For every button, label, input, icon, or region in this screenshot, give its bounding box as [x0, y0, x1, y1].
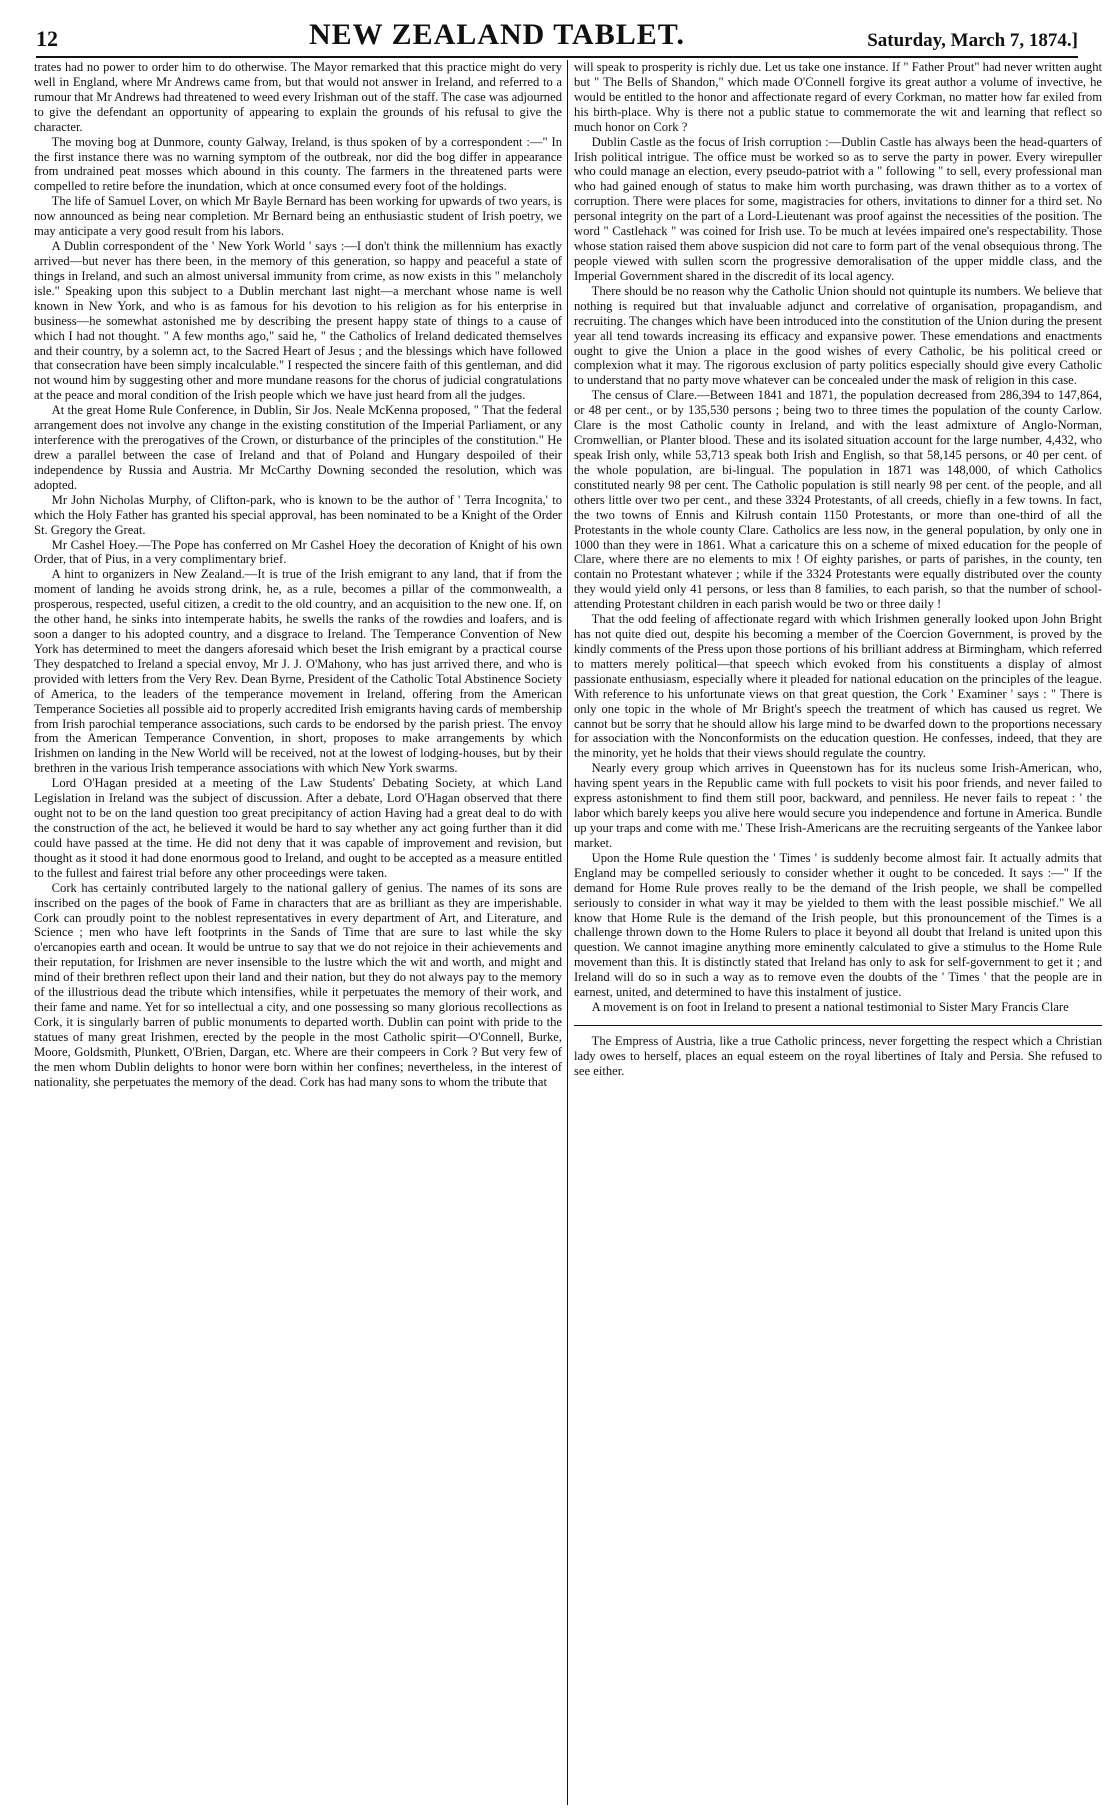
article-paragraph: Mr John Nicholas Murphy, of Clifton-park, who is known to be the author of ' Terra Incognita,' to which the Holy Father has granted his special approval, has been nominated to be a Knight of the Order St. Gregory the Great.	[34, 492, 562, 537]
article-paragraph: There should be no reason why the Catholic Union should not quintuple its numbers. We believe that nothing is required but that invaluable adjunct and correlative of organisation, propagandism, and recruiting. The changes which have been introduced into the constitution of the Union during the present year all tend towards increasing its efficacy and expansive power. These emendations and enactments ought to give the Union a place in the good wishes of every Catholic, be his political creed or complexion what it may. The rigorous exclusion of party politics especially should give every Catholic to understand that no party move whatever can be concealed under the mask of religion in this case.	[574, 283, 1102, 388]
article-paragraph: A movement is on foot in Ireland to present a national testimonial to Sister Mary Francis Clare	[591, 1000, 1069, 1015]
article-paragraph: The life of Samuel Lover, on which Mr Bayle Bernard has been working for upwards of two years, is now announced as being near completion. Mr Bernard being an enthusiastic student of Irish poetry, we may anticipate a very good result from his labors.	[34, 194, 562, 239]
article-paragraph: will speak to prosperity is richly due. Let us take one instance. If " Father Prout" had never written aught but " The Bells of Shandon," which made O'Connell forgive its great author a volume of invective, he would be entitled to the honor and affectionate regard of every Corkman, no matter how far exiled from his birth-place. Why is there not a public statue to commemorate the wit and learning that reflect so much honor on Cork ?	[574, 60, 1102, 134]
left-column	[34, 60, 562, 1805]
issue-date: Saturday, March 7, 1874.]	[867, 30, 1078, 51]
article-paragraph: Upon the Home Rule question the ' Times ' is suddenly become almost fair. It actually admits that England may be compelled seriously to consider whether it ought to be conceded. It says :—" If the demand for Home Rule proves really to be the demand of the Irish people, we shall be compelled seriously to consider in what way it may be yielded to them with the least possible mischief." We all know that Home Rule is the demand of the Irish people, but this pronouncement of the Times is a challenge thrown down to the Home Rulers to place it beyond all doubt that Ireland is united upon this question. We cannot imagine anything more eminently calculated to give a stimulus to the Home Rule movement than this. It is distinctly stated that Ireland has only to ask for self-government to get it ; and Ireland will do so in such a way as to remove even the doubts of the ' Times ' that the people are in earnest, united, and determined to have this instalment of justice.	[574, 850, 1102, 1000]
article-paragraph: Mr Cashel Hoey.—The Pope has conferred on Mr Cashel Hoey the decoration of Knight of his own Order, that of Pius, in a very complimentary brief.	[34, 537, 562, 567]
article-paragraph: The census of Clare.—Between 1841 and 1871, the population decreased from 286,394 to 147,864, or 48 per cent., or by 135,530 persons ; being two to three times the population of the county Carlow. Clare is the most Catholic county in Ireland, and with the least admixture of Anglo-Norman, Cromwellian, or Planter blood. These and its isolated situation account for the large number, 4,432, who speak Irish only, while 53,713 speak both Irish and English, so that 58,145 persons, or 40 per cent. of the whole population, are bi-lingual. The population in 1871 was 148,000, of which Catholics constituted nearly 98 per cent. The Catholic population is still nearly 98 per cent. of the people, and all others little over two per cent., and these 3324 Protestants, of all creeds, chiefly in a few towns. In fact, the two towns of Ennis and Kilrush contain 1150 Protestants, or more than one-third of all the Protestants in the whole county Clare. Catholics are less now, in the general population, by only one in 1000 than they were in 1861. What a caricature this on a scheme of mixed education for the people of Clare, where there are no elements to mix ! Of eighty parishes, or parts of parishes, in the county, ten contain no Protestant whatever ; while if the 3324 Protestants were equally distributed over the county they would yield only 41 persons, or less than 8 families, to each parish, so that the number of school-attending Protestant children in each parish would be two or three daily !	[574, 388, 1102, 612]
article-paragraph: Dublin Castle as the focus of Irish corruption :—Dublin Castle has always been the head-quarters of Irish political intrigue. The office must be worked so as to serve the party in power. Every wirepuller who could manage an election, every pseudo-patriot with a " following " to sell, every professional man who had gained enough of status to make him worth purchasing, was drawn thither as to a vortex of corruption. There were places for some, magistracies for others, invitations to dinner for a third set. No personal integrity on the part of a Lord-Lieutenant was proof against the necessities of the position. The word " Castlehack " was coined for Irish use. To be much at levées impaired one's respectability. Those whose station raised them above suspicion did not care to form part of the venal obsequious throng. The people viewed with sullen scorn the progressive demoralisation of the upper middle class, and the Imperial Government shared in the discredit of its local agency.	[574, 134, 1102, 283]
page-number: 12	[36, 26, 58, 51]
article-paragraph: At the great Home Rule Conference, in Dublin, Sir Jos. Neale McKenna proposed, " That the federal arrangement does not involve any change in the existing constitution of the Imperial Parliament, or any interference with the prerogatives of the Crown, or disturbance of the principles of the constitution." He drew a parallel between the case of Ireland and that of Poland and Hungary despoiled of their independence by Russia and Austria. Mr McCarthy Downing seconded the resolution, which was adopted.	[34, 403, 562, 492]
article-paragraph: The moving bog at Dunmore, county Galway, Ireland, is thus spoken of by a correspondent :—" In the first instance there was no warning symptom of the outbreak, nor did the bog differ in appearance from undrained peat mosses which abound in this county. The farmers in the threatened parts were compelled to retire before the inundation, which at once consumed every foot of the holdings.	[34, 134, 562, 194]
article-paragraph: Lord O'Hagan presided at a meeting of the Law Students' Debating Society, at which Land Legislation in Ireland was the subject of discussion. After a debate, Lord O'Hagan observed that there ought not to be on the land question too great precipitancy of action Having had a great deal to do with the construction of the act, he believed it would be hard to say whether any act going further than it did could have passed at the time. He did not deny that it was capable of improvement and revision, but thought as it stood it had done enormous good to Ireland, and ought to be accepted as a measure entitled to the fullest and fairest trial before any other proceedings were taken.	[34, 776, 562, 880]
article-paragraph: trates had no power to order him to do otherwise. The Mayor remarked that this practice might do very well in England, where Mr Andrews came from, but that would not answer in Ireland, and referred to a rumour that Mr Andrews had threatened to weed every Irishman out of the staff. The case was adjourned to give the defendant an opportunity of appearing to explain the grounds of his refusal to give the character.	[34, 60, 562, 134]
article-paragraph: That the odd feeling of affectionate regard with which Irishmen generally looked upon John Bright has not quite died out, despite his becoming a member of the Coercion Government, is proved by the kindly comments of the Press upon those portions of his brilliant address at Birmingham, which referred to matters merely political—that speech which evoked from his constituents a display of almost passionate enthusiasm, especially where it pleaded for national education on the principles of the league. With reference to his unfortunate views on that great question, the Cork ' Examiner ' says : " There is only one topic in the whole of Mr Bright's speech the treatment of which has caused us regret. We cannot but be sorry that he should allow his large mind to be dwarfed down to the proportions necessary for association with the Nonconformists on the education question. He confesses, indeed, that they are the minority, yet he holds that their views should regulate the country.	[574, 612, 1102, 761]
article-paragraph: Nearly every group which arrives in Queenstown has for its nucleus some Irish-American, who, having spent years in the Republic came with full pockets to visit his poor friends, and never failed to express astonishment to find them still poor, backward, and penniless. He never fails to repeat : ' the labor which barely keeps you alive here would secure you independence and fortune in America. Bundle up your traps and come with me.' These Irish-Americans are the recruiting sergeants of the Yankee labor market.	[574, 761, 1102, 850]
section-divider	[574, 1025, 1102, 1026]
masthead	[36, 10, 1078, 58]
article-paragraph: A Dublin correspondent of the ' New York World ' says :—I don't think the millennium has exactly arrived—but never has there been, in the memory of this generation, so happy and peaceful a state of things in Ireland, and such an almost universal immunity from crime, as now exists in this " melancholy isle." Speaking upon this subject to a Dublin merchant last night—a merchant whose name is well known in New York, and who is as famous for his devotion to his religion as for his enterprise in business—he somewhat astonished me by describing the present happy state of things to a cause of which I had not thought. " A few months ago," said he, " the Catholics of Ireland dedicated themselves and their country, by a solemn act, to the Sacred Heart of Jesus ; and the blessings which have followed that consecration have been simply incalculable." I respected the sincere faith of this gentleman, and did not wound him by suggesting other and more mundane reasons for the chorus of judicial congratulations at the peace and moral condition of the Irish people which we have just heard from all the judges.	[34, 239, 562, 403]
newspaper-title: NEW ZEALAND TABLET.	[308, 18, 686, 51]
right-column	[574, 60, 1102, 1805]
article-paragraph: A hint to organizers in New Zealand.—It is true of the Irish emigrant to any land, that if from the moment of landing he avoids strong drink, he, as a rule, becomes a pillar of the commonwealth, a prosperous, respected, useful citizen, a credit to the old country, and an acquisition to the new one. If, on the other hand, he sinks into intemperate habits, he swells the ranks of the rowdies and loafers, and is soon a danger to his adopted country, and a disgrace to Ireland. The Temperance Convention of New York has determined to meet the dangers aforesaid which beset the Irish emigrant by a practical course They despatched to Ireland a special envoy, Mr J. J. O'Mahony, who has just arrived there, and who is provided with letters from the Very Rev. Dean Byrne, President of the Catholic Total Abstinence Society of America, to the leaders of the temperance movement in Ireland, offering from the American Temperance Societies all possible aid to properly accredited Irish emigrants having cards of membership from Irish parochial temperance associations, such cards to be endorsed by the parish priest. The envoy from the American Temperance Convention, in short, proposes to make arrangements by which Irishmen on landing in the New World will be received, not at the lowest of lodging-houses, but by their brethren in the various Irish temperance associations with which New York swarms.	[34, 567, 562, 776]
column-rule	[567, 60, 568, 1805]
article-paragraph: The Empress of Austria, like a true Catholic princess, never forgetting the respect which a Christian lady owes to herself, places an equal esteem on the royal libertines of Italy and Persia. She refused to see either.	[574, 1034, 1102, 1078]
article-paragraph: Cork has certainly contributed largely to the national gallery of genius. The names of its sons are inscribed on the pages of the book of Fame in characters that are as brilliant as they are imperishable. Cork can proudly point to the noblest representatives in every department of Art, and Literature, and Science ; men who have left footprints in the Sands of Time that are sure to last while the sky o'ercanopies earth and ocean. It would be untrue to say that we do not rejoice in their achievements and their reputation, for Irishmen are never insensible to the lustre which the wit and worth, and might and mind of their brethren reflect upon their land and their nation, but they do not always pay to the memory of the illustrious dead the tribute which intensifies, while it perpetuates the memory of their work, and their fame and name. Yet for so intellectual a city, and one possessing so many glorious recollections as Cork, it is singularly barren of public monuments to departed worth. Dublin can point with pride to the statues of many great Irishmen, erected by the people in the most Catholic spirit—O'Connell, Burke, Moore, Goldsmith, Plunkett, O'Brien, Dargan, etc. Where are their compeers in Cork ? But very few of the men whom Dublin delights to honor were born within her confines; nevertheless, in the interest of nationality, she perpetuates the memory of the dead. Cork has had many sons to whom the tribute that	[34, 880, 562, 1089]
